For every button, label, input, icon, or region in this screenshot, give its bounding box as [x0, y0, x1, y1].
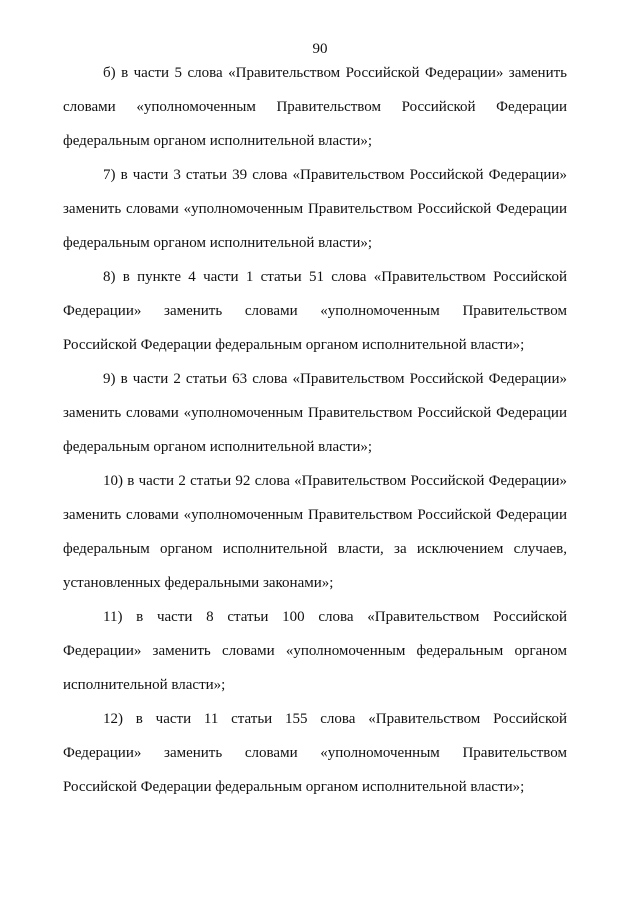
paragraph-line: б) в части 5 слова «Правительством Российской Федерации» заменить [103, 65, 567, 81]
paragraph-line: 10) в части 2 статьи 92 слова «Правительством Российской Федерации» [103, 473, 567, 489]
paragraph-line: 12) в части 11 статьи 155 слова «Правительством Российской [103, 711, 567, 727]
paragraph-line: заменить словами «уполномоченным Правительством Российской Федерации [63, 507, 567, 523]
paragraph-line: федеральным органом исполнительной власти»; [63, 439, 373, 455]
document-body [63, 62, 567, 810]
paragraph-line: федеральным органом исполнительной власти»; [63, 133, 373, 149]
paragraph-11 [63, 606, 567, 708]
page-number: 90 [312, 41, 328, 57]
paragraph-line: заменить словами «уполномоченным Правительством Российской Федерации [63, 201, 567, 217]
paragraph-b [63, 62, 567, 164]
paragraph-7 [63, 164, 567, 266]
paragraph-line: 7) в части 3 статьи 39 слова «Правительством Российской Федерации» [103, 167, 567, 183]
paragraph-8 [63, 266, 567, 368]
paragraph-line: федеральным органом исполнительной власти, за исключением случаев, [63, 541, 567, 557]
paragraph-line: установленных федеральными законами»; [63, 575, 334, 591]
paragraph-9 [63, 368, 567, 470]
paragraph-line: 11) в части 8 статьи 100 слова «Правительством Российской [103, 609, 567, 625]
paragraph-line: Федерации» заменить словами «уполномоченным Правительством [63, 745, 567, 761]
paragraph-line: исполнительной власти»; [63, 677, 226, 693]
paragraph-line: Федерации» заменить словами «уполномоченным Правительством [63, 303, 567, 319]
paragraph-line: Федерации» заменить словами «уполномоченным федеральным органом [63, 643, 567, 659]
paragraph-line: заменить словами «уполномоченным Правительством Российской Федерации [63, 405, 567, 421]
paragraph-line: 9) в части 2 статьи 63 слова «Правительством Российской Федерации» [103, 371, 567, 387]
paragraph-line: словами «уполномоченным Правительством Российской Федерации [63, 99, 567, 115]
paragraph-12 [63, 708, 567, 810]
paragraph-line: Российской Федерации федеральным органом исполнительной власти»; [63, 779, 525, 795]
paragraph-line: федеральным органом исполнительной власти»; [63, 235, 373, 251]
paragraph-line: 8) в пункте 4 части 1 статьи 51 слова «Правительством Российской [103, 269, 567, 285]
paragraph-10 [63, 470, 567, 606]
paragraph-line: Российской Федерации федеральным органом исполнительной власти»; [63, 337, 525, 353]
